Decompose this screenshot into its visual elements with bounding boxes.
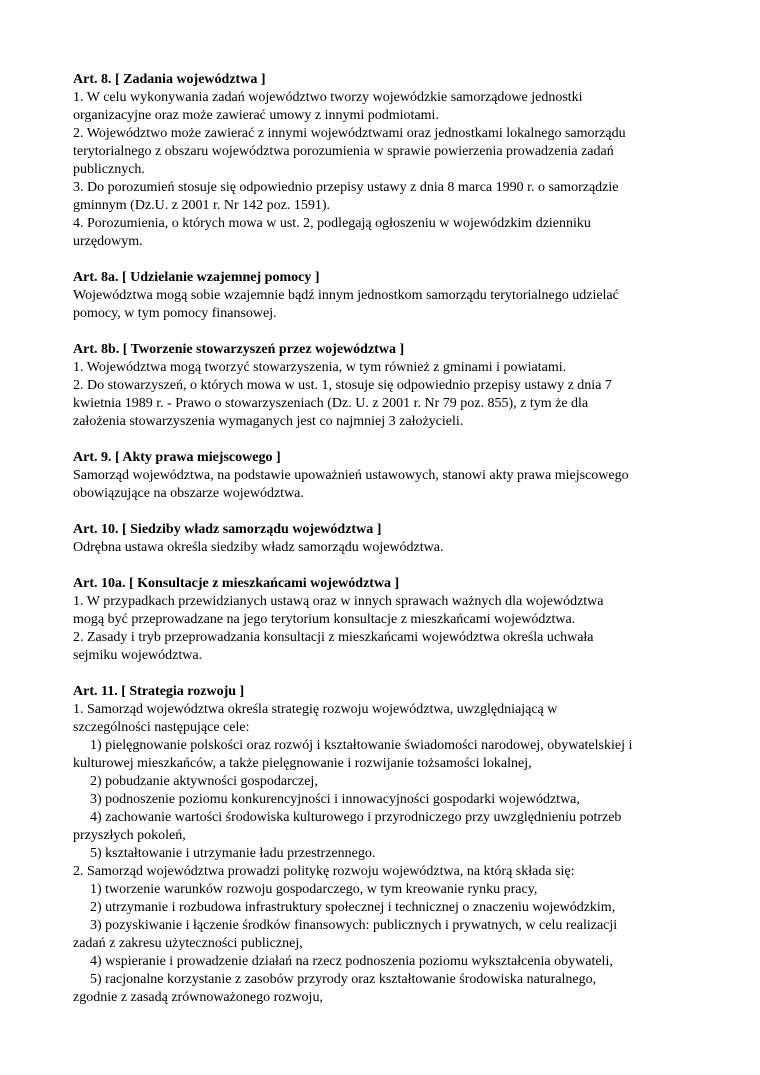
article-text-line: kulturowej mieszkańców, a także pielęgnowanie i rozwijanie tożsamości lokalnej, xyxy=(73,756,532,771)
article-text-line: Odrębna ustawa określa siedziby władz samorządu województwa. xyxy=(73,540,444,555)
article-heading: Art. 10. [ Siedziby władz samorządu województwa ] xyxy=(73,522,382,537)
article-section xyxy=(73,269,720,323)
article-text-line: założenia stowarzyszenia wymaganych jest co najmniej 3 założycieli. xyxy=(73,414,464,429)
article-text-line: 5) racjonalne korzystanie z zasobów przyrody oraz kształtowanie środowiska naturalnego, xyxy=(90,972,597,987)
article-text-line: 1. W przypadkach przewidzianych ustawą oraz w innych sprawach ważnych dla województwa xyxy=(73,594,604,609)
article-text-line: 3. Do porozumień stosuje się odpowiednio przepisy ustawy z dnia 8 marca 1990 r. o samorządzie xyxy=(73,180,619,195)
article-section xyxy=(73,341,720,431)
article-text-line: Samorząd województwa, na podstawie upoważnień ustawowych, stanowi akty prawa miejscowego xyxy=(73,468,629,483)
article-heading: Art. 11. [ Strategia rozwoju ] xyxy=(73,684,245,699)
article-text-line: urzędowym. xyxy=(73,234,143,249)
article-heading: Art. 9. [ Akty prawa miejscowego ] xyxy=(73,450,281,465)
article-section xyxy=(73,71,720,251)
article-text-line: 4. Porozumienia, o których mowa w ust. 2, podlegają ogłoszeniu w wojewódzkim dzienniku xyxy=(73,216,591,231)
article-text-line: 4) zachowanie wartości środowiska kulturowego i przyrodniczego przy uwzględnieniu potrzeb xyxy=(90,810,622,825)
article-text-line: 1. Samorząd województwa określa strategię rozwoju województwa, uwzględniającą w xyxy=(73,702,558,717)
article-heading: Art. 8b. [ Tworzenie stowarzyszeń przez województwa ] xyxy=(73,342,405,357)
article-text-line: szczególności następujące cele: xyxy=(73,720,250,735)
article-text-line: 1) tworzenie warunków rozwoju gospodarczego, w tym kreowanie rynku pracy, xyxy=(90,882,538,897)
article-text-line: pomocy, w tym pomocy finansowej. xyxy=(73,306,277,321)
article-text-line: 1) pielęgnowanie polskości oraz rozwój i kształtowanie świadomości narodowej, obywatelskiej i xyxy=(90,738,633,753)
article-text-line: 2) utrzymanie i rozbudowa infrastruktury społecznej i technicznej o znaczeniu wojewódzkim, xyxy=(90,900,616,915)
article-text-line: 4) wspieranie i prowadzenie działań na rzecz podnoszenia poziomu wykształcenia obywateli, xyxy=(90,954,613,969)
article-text-line: 1. Województwa mogą tworzyć stowarzyszenia, w tym również z gminami i powiatami. xyxy=(73,360,567,375)
article-text-line: 2. Samorząd województwa prowadzi politykę rozwoju województwa, na którą składa się: xyxy=(73,864,575,879)
article-heading: Art. 10a. [ Konsultacje z mieszkańcami województwa ] xyxy=(73,576,400,591)
article-text-line: 2. Do stowarzyszeń, o których mowa w ust. 1, stosuje się odpowiednio przepisy ustawy z dnia 7 xyxy=(73,378,612,393)
article-text-line: terytorialnego z obszaru województwa porozumienia w sprawie powierzenia prowadzenia zadań xyxy=(73,144,614,159)
article-section xyxy=(73,521,720,557)
article-section xyxy=(73,575,720,665)
article-text-line: zgodnie z zasadą zrównoważonego rozwoju, xyxy=(73,990,323,1005)
article-text-line: sejmiku województwa. xyxy=(73,648,203,663)
article-section xyxy=(73,449,720,503)
article-text-line: przyszłych pokoleń, xyxy=(73,828,186,843)
article-heading: Art. 8. [ Zadania województwa ] xyxy=(73,72,266,87)
article-text-line: 1. W celu wykonywania zadań województwo tworzy wojewódzkie samorządowe jednostki xyxy=(73,90,583,105)
article-text-line: gminnym (Dz.U. z 2001 r. Nr 142 poz. 1591). xyxy=(73,198,331,213)
article-section xyxy=(73,683,720,1007)
article-text-line: zadań z zakresu użyteczności publicznej, xyxy=(73,936,303,951)
article-text-line: obowiązujące na obszarze województwa. xyxy=(73,486,304,501)
article-text-line: Województwa mogą sobie wzajemnie bądź innym jednostkom samorządu terytorialnego udzielać xyxy=(73,288,619,303)
article-text-line: publicznych. xyxy=(73,162,145,177)
article-text-line: mogą być przeprowadzane na jego terytorium konsultacje z mieszkańcami województwa. xyxy=(73,612,576,627)
article-text-line: 3) pozyskiwanie i łączenie środków finansowych: publicznych i prywatnych, w celu realizacji xyxy=(90,918,618,933)
article-text-line: 5) kształtowanie i utrzymanie ładu przestrzennego. xyxy=(90,846,376,861)
article-text-line: 3) podnoszenie poziomu konkurencyjności i innowacyjności gospodarki województwa, xyxy=(90,792,580,807)
article-text-line: kwietnia 1989 r. - Prawo o stowarzyszeniach (Dz. U. z 2001 r. Nr 79 poz. 855), z tym że dla xyxy=(73,396,589,411)
article-text-line: 2) pobudzanie aktywności gospodarczej, xyxy=(90,774,318,789)
article-text-line: 2. Zasady i tryb przeprowadzania konsultacji z mieszkańcami województwa określa uchwała xyxy=(73,630,594,645)
article-text-line: 2. Województwo może zawierać z innymi województwami oraz jednostkami lokalnego samorządu xyxy=(73,126,626,141)
article-text-line: organizacyjne oraz może zawierać umowy z innymi podmiotami. xyxy=(73,108,439,123)
article-heading: Art. 8a. [ Udzielanie wzajemnej pomocy ] xyxy=(73,270,320,285)
